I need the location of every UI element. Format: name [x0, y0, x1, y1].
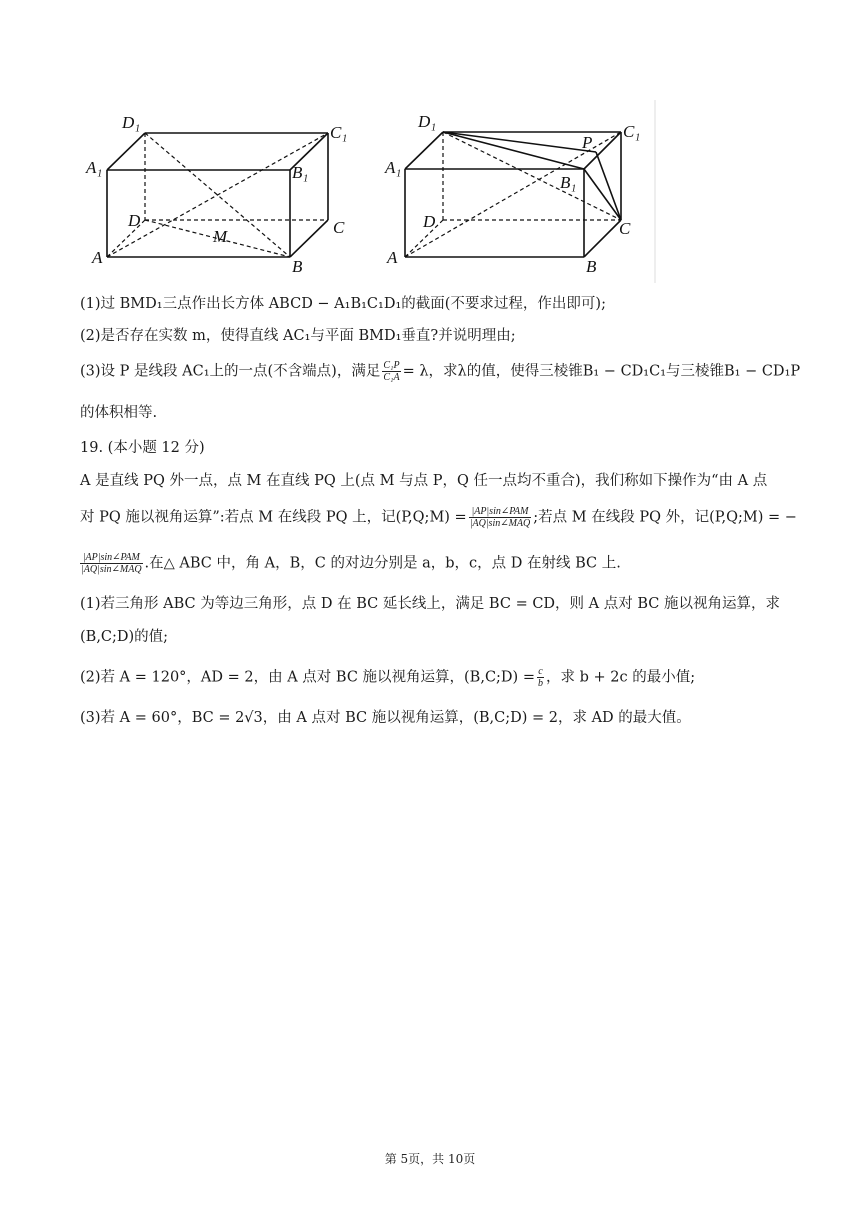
- q19-intro-line-2: [80, 506, 797, 529]
- label-A-right: A: [387, 248, 398, 267]
- q19-part-2: [80, 666, 790, 689]
- label-D: D: [128, 211, 141, 230]
- q19-part-1-line-1: (1)若三角形 ABC 为等边三角形，点 D 在 BC 延长线上，满足 BC = CD，则 A 点对 BC 施以视角运算，求: [80, 596, 780, 612]
- q19-intro-3-text: .在△ ABC 中，角 A，B，C 的对边分别是 a，b，c，点 D 在射线 BC 上.: [144, 555, 621, 572]
- q19-part-2-text-b: ，求 b + 2c 的最小值;: [545, 669, 696, 686]
- q18-part-3-text-a: (3)设 P 是线段 AC₁上的一点(不含端点)，满足: [80, 363, 381, 380]
- label-M: M: [213, 227, 228, 246]
- label-C1-right: C₁: [623, 122, 641, 141]
- figure-cuboid-left: [80, 100, 360, 280]
- label-C: C: [333, 218, 345, 237]
- ratio-fraction: [382, 360, 400, 383]
- label-C-right: C: [619, 219, 631, 238]
- q19-part-3: (3)若 A = 60°，BC = 2√3，由 A 点对 BC 施以视角运算，(B,C;D) = 2，求 AD 的最大值。: [80, 710, 691, 726]
- q19-part-2-text-a: (2)若 A = 120°，AD = 2，由 A 点对 BC 施以视角运算，(B,C;D) =: [80, 669, 535, 686]
- q19-part-1-line-2: (B,C;D)的值;: [80, 629, 169, 645]
- q19-intro-line-1: A 是直线 PQ 外一点，点 M 在直线 PQ 上(点 M 与点 P，Q 任一点均不重合)，我们称如下操作为“由 A 点: [80, 473, 768, 489]
- fraction-2-numerator: |AP|sin∠PAM: [80, 552, 143, 564]
- label-D-right: D: [423, 212, 436, 231]
- ratio-numerator: C₁P: [383, 360, 400, 371]
- fraction-2-denominator: |AQ|sin∠MAQ: [81, 564, 142, 575]
- page-footer: 第 5页，共 10页: [384, 1152, 476, 1166]
- q18-part-3-text-b: = λ，求λ的值，使得三棱锥B₁ − CD₁C₁与三棱锥B₁ − CD₁P: [402, 363, 801, 380]
- q18-part-2: (2)是否存在实数 m，使得直线 AC₁与平面 BMD₁垂直?并说明理由;: [80, 328, 516, 344]
- fraction-1-numerator: |AP|sin∠PAM: [469, 506, 532, 518]
- q19-intro-2-text-a: 对 PQ 施以视角运算”:若点 M 在线段 PQ 上，记(P,Q;M) =: [80, 509, 467, 526]
- label-D1: D₁: [122, 113, 141, 132]
- label-B-right: B: [586, 257, 597, 276]
- figure-cuboid-right: [383, 100, 663, 285]
- q18-part-1: (1)过 BMD₁三点作出长方体 ABCD − A₁B₁C₁D₁的截面(不要求过程，作出即可);: [80, 296, 606, 312]
- label-C1: C₁: [330, 123, 348, 142]
- cuboid-diagram-right: [383, 100, 663, 285]
- label-P: P: [582, 133, 593, 152]
- c-over-b-denominator: b: [537, 678, 543, 689]
- label-B1: B₁: [292, 163, 309, 182]
- label-A1-right: A₁: [385, 158, 402, 177]
- fraction-1-denominator: |AQ|sin∠MAQ: [469, 518, 531, 529]
- q19-heading: 19. (本小题 12 分): [80, 440, 205, 456]
- q18-part-3: [80, 360, 801, 383]
- q19-intro-line-3: [80, 552, 790, 575]
- label-B1-right: B₁: [560, 173, 577, 192]
- label-A1: A₁: [86, 158, 103, 177]
- q19-intro-2-text-b: ;若点 M 在线段 PQ 外，记(P,Q;M) = −: [533, 509, 797, 526]
- cuboid-diagram-left: [80, 100, 360, 280]
- c-over-b-numerator: c: [538, 666, 543, 677]
- label-D1-right: D₁: [418, 112, 437, 131]
- ratio-denominator: C₁A: [383, 372, 400, 383]
- c-over-b-fraction: [537, 666, 544, 689]
- view-angle-fraction-2: [80, 552, 143, 575]
- q18-part-3-cont: 的体积相等.: [80, 405, 158, 421]
- label-A: A: [92, 248, 103, 267]
- view-angle-fraction-1: [469, 506, 532, 529]
- label-B: B: [292, 257, 303, 276]
